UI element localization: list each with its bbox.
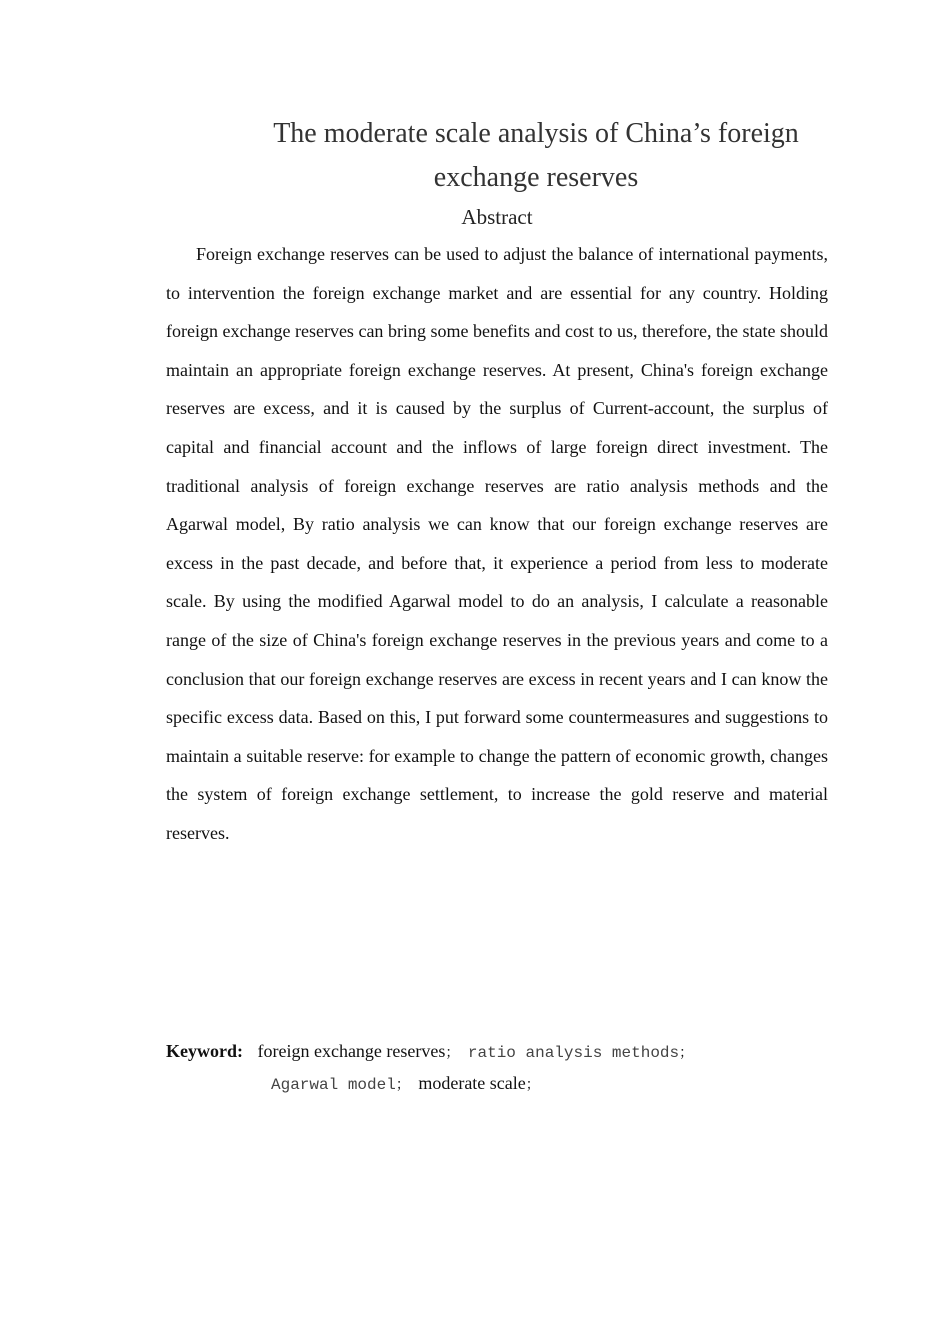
keywords-block [166, 1036, 828, 1100]
abstract-body: Foreign exchange reserves can be used to adjust the balance of international payments, to intervention the foreign exchange market and are essential for any country. Holding foreign exchange reserves can bring some benefits and cost to us, therefore, the state should maintain an appropriate foreign exchange reserves. At present, China's foreign exchange reserves are excess, and it is caused by the surplus of Current-account, the surplus of capital and financial account and the inflows of large foreign direct investment. The traditional analysis of foreign exchange reserves are ratio analysis methods and the Agarwal model, By ratio analysis we can know that our foreign exchange reserves are excess in the past decade, and before that, it experience a period from less to moderate scale. By using the modified Agarwal model to do an analysis, I calculate a reasonable range of the size of China's foreign exchange reserves in the previous years and come to a conclusion that our foreign exchange reserves are excess in recent years and I can know the specific excess data. Based on this, I put forward some countermeasures and suggestions to maintain a suitable reserve: for example to change the pattern of economic growth, changes the system of foreign exchange settlement, to increase the gold reserve and material reserves. [166, 244, 828, 843]
keywords-label: Keyword: [166, 1041, 243, 1061]
keyword-separator: ； [525, 1077, 540, 1093]
keyword-separator: ； [679, 1045, 694, 1061]
keyword-item: foreign exchange reserves [257, 1041, 446, 1061]
keywords-line-2 [166, 1068, 828, 1100]
keyword-separator: ； [445, 1045, 460, 1061]
keywords-line-1 [166, 1041, 697, 1061]
keyword-item: Agarwal model [271, 1076, 396, 1094]
keyword-item: ratio analysis methods [467, 1044, 680, 1062]
keyword-item: moderate scale [418, 1073, 526, 1093]
keyword-separator: ； [395, 1077, 410, 1093]
paper-title: The moderate scale analysis of China’s foreign exchange reserves [273, 118, 799, 193]
abstract-heading: Abstract [461, 205, 533, 229]
